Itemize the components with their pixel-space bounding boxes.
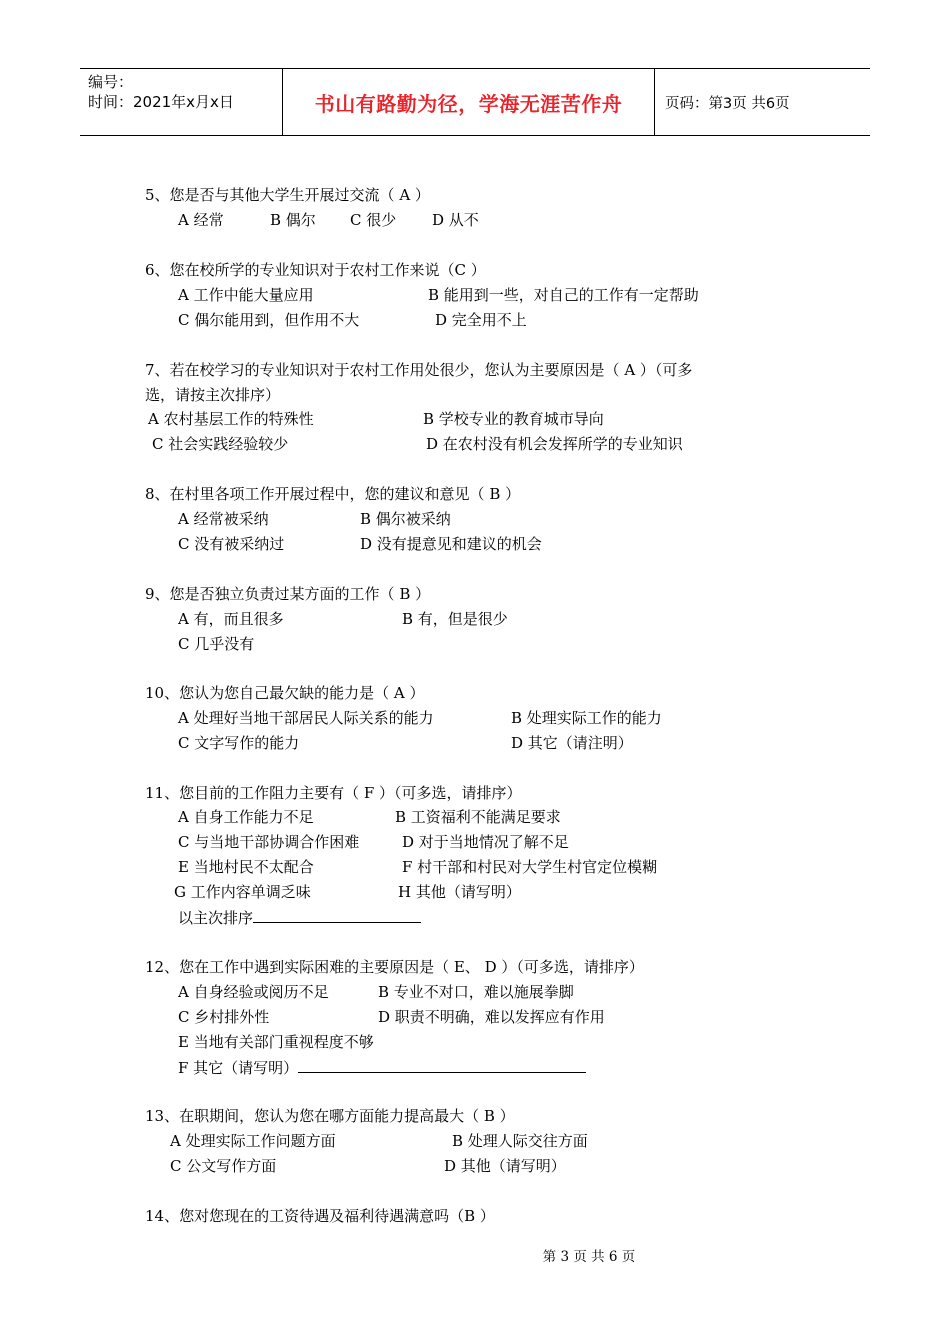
page-header (80, 68, 870, 136)
question-9-option-a: A 有，而且很多 (178, 610, 284, 628)
question-12-stem: 12、您在工作中遇到实际困难的主要原因是（ E、 D ）（可多选，请排序） (145, 958, 644, 976)
question-11-option-f: F 村干部和村民对大学生村官定位模糊 (402, 858, 658, 876)
question-13-option-a: A 处理实际工作问题方面 (170, 1132, 336, 1150)
question-8-option-d: D 没有提意见和建议的机会 (360, 535, 542, 553)
question-8-option-b: B 偶尔被采纳 (360, 510, 451, 528)
header-page-label: 页码：第3页 共6页 (665, 95, 790, 112)
question-11-ranking-label: 以主次排序 (178, 909, 254, 927)
question-10-stem: 10、您认为您自己最欠缺的能力是（ A ） (145, 684, 425, 702)
question-12-option-f-label: F 其它（请写明） (178, 1059, 299, 1077)
question-14-stem: 14、您对您现在的工资待遇及福利待遇满意吗（B ） (145, 1207, 495, 1225)
question-11-option-c: C 与当地干部协调合作困难 (178, 833, 360, 851)
document-number-label: 编号： (88, 73, 134, 91)
question-7-option-c: C 社会实践经验较少 (152, 435, 289, 453)
page-footer: 第 3 页 共 6 页 (542, 1249, 636, 1265)
question-11-option-h: H 其他（请写明） (398, 883, 521, 901)
question-7-option-a: A 农村基层工作的特殊性 (148, 410, 314, 428)
question-7-option-b: B 学校专业的教育城市导向 (423, 410, 604, 428)
question-5-option-a: A 经常 (178, 211, 224, 229)
question-11-stem: 11、您目前的工作阻力主要有（ F ）（可多选，请排序） (145, 784, 522, 802)
question-8-option-c: C 没有被采纳过 (178, 535, 285, 553)
question-12-option-d: D 职责不明确，难以发挥应有作用 (378, 1008, 605, 1026)
question-10-option-c: C 文字写作的能力 (178, 734, 300, 752)
question-6-option-b: B 能用到一些，对自己的工作有一定帮助 (428, 286, 699, 304)
question-7-stem-continued: 选，请按主次排序） (145, 386, 281, 404)
question-13-option-d: D 其他（请写明） (444, 1157, 566, 1175)
question-10-option-a: A 处理好当地干部居民人际关系的能力 (178, 709, 434, 727)
question-6-option-c: C 偶尔能用到，但作用不大 (178, 311, 360, 329)
header-motto: 书山有路勤为径，学海无涯苦作舟 (283, 69, 655, 135)
question-11-option-e: E 当地村民不太配合 (178, 858, 314, 876)
header-info-cell (80, 69, 283, 135)
question-5-option-c: C 很少 (350, 211, 397, 229)
question-13-option-c: C 公文写作方面 (170, 1157, 277, 1175)
question-11-ranking (178, 905, 421, 931)
question-6-option-a: A 工作中能大量应用 (178, 286, 314, 304)
question-5-option-d: D 从不 (432, 211, 479, 229)
question-11-option-a: A 自身工作能力不足 (178, 808, 314, 826)
question-6-stem: 6、您在校所学的专业知识对于农村工作来说（C ） (145, 261, 486, 279)
question-9-option-b: B 有，但是很少 (402, 610, 508, 628)
question-12-option-a: A 自身经验或阅历不足 (178, 983, 329, 1001)
question-5-option-b: B 偶尔 (270, 211, 316, 229)
question-10-option-b: B 处理实际工作的能力 (511, 709, 662, 727)
question-12-other-blank[interactable] (298, 1055, 586, 1073)
question-11-option-d: D 对于当地情况了解不足 (402, 833, 569, 851)
question-11-option-b: B 工资福利不能满足要求 (395, 808, 561, 826)
question-12-option-e: E 当地有关部门重视程度不够 (178, 1033, 374, 1051)
question-6-option-d: D 完全用不上 (435, 311, 527, 329)
question-7-stem: 7、若在校学习的专业知识对于农村工作用处很少，您认为主要原因是（ A ）（可多 (145, 361, 693, 379)
question-10-option-d: D 其它（请注明） (511, 734, 633, 752)
question-11-ranking-blank[interactable] (253, 905, 421, 923)
question-12-option-f (178, 1055, 586, 1081)
question-13-stem: 13、在职期间，您认为您在哪方面能力提高最大（ B ） (145, 1107, 515, 1125)
question-12-option-b: B 专业不对口，难以施展拳脚 (378, 983, 574, 1001)
document-time-label: 时间：2021年x月x日 (88, 93, 234, 111)
question-9-stem: 9、您是否独立负责过某方面的工作（ B ） (145, 585, 431, 603)
question-9-option-c: C 几乎没有 (178, 635, 255, 653)
question-8-stem: 8、在村里各项工作开展过程中，您的建议和意见（ B ） (145, 485, 521, 503)
question-5-stem: 5、您是否与其他大学生开展过交流（ A ） (145, 186, 430, 204)
question-13-option-b: B 处理人际交往方面 (452, 1132, 588, 1150)
question-11-option-g: G 工作内容单调乏味 (174, 883, 311, 901)
question-7-option-d: D 在农村没有机会发挥所学的专业知识 (426, 435, 683, 453)
question-12-option-c: C 乡村排外性 (178, 1008, 270, 1026)
question-8-option-a: A 经常被采纳 (178, 510, 269, 528)
